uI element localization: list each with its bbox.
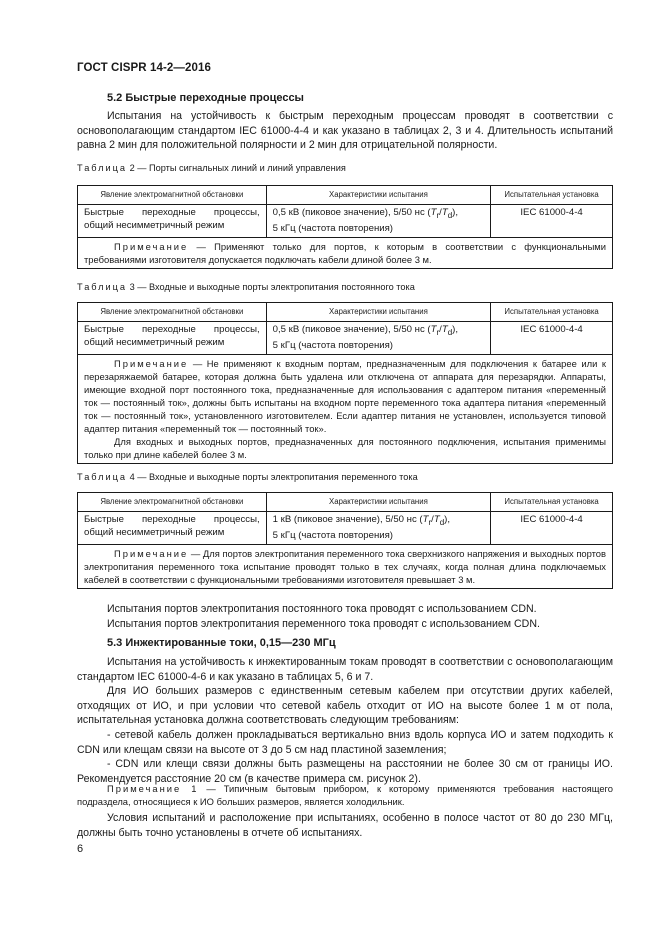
table-title: — Входные и выходные порты электропитания постоянного тока [137,282,415,292]
phenomenon-cell: Быстрые переходные процессы, общий несимметричный режим [78,512,267,545]
table-row [78,205,613,238]
section-5-3-title: 5.3 Инжектированные токи, 0,15—230 МГц [107,637,336,649]
table-number: 3 [129,282,135,292]
paragraph: Испытания на устойчивость к быстрым переходным процессам проводят в соответствии с основополагающим стандартом IEC 61000-4-4 и как указано в таблицах 2, 3 и 4. Длительность испытаний равна 2 мин для положительной полярности и 2 мин для отрицательной полярности. [77,110,613,152]
table-number: 4 [129,472,135,482]
table-note-row [78,545,613,589]
col-header-setup: Испытательная установка [491,186,613,205]
table-word: Таблица [77,163,128,173]
col-header-setup: Испытательная установка [491,303,613,322]
phenomenon-cell: Быстрые переходные процессы, общий несимметричный режим [78,205,267,238]
paragraph: Испытания портов электропитания постоянного тока проводят с использованием CDN. [107,603,537,615]
paragraph: - сетевой кабель должен прокладываться вертикально вниз вдоль корпуса ИО и затем подходить к CDN или клещам связи на высоте от 3 до 5 см над пластиной заземления; [77,728,613,756]
characteristics-cell: 1 кВ (пиковое значение), 5/50 нс $(T_r/T_d)$, 5 кГц (частота повторения) [266,512,490,545]
characteristics-cell: 0,5 кВ (пиковое значение), 5/50 нс $(T_r/T_d)$, 5 кГц (частота повторения) [266,322,490,355]
table-title: — Входные и выходные порты электропитания переменного тока [137,472,418,482]
col-header-characteristics: Характеристики испытания [266,303,490,322]
table-3 [77,302,613,464]
phenomenon-cell: Быстрые переходные процессы, общий несимметричный режим [78,322,267,355]
page-number: 6 [77,843,84,855]
table-note-row [78,355,613,464]
table-note-row [78,238,613,269]
table-row [78,512,613,545]
paragraph: Условия испытаний и расположение при испытаниях, особенно в полосе частот от 80 до 230 МГц, должны быть точно установлены в отчете об испытаниях. [77,812,613,839]
col-header-characteristics: Характеристики испытания [266,493,490,512]
table-header-row [78,493,613,512]
col-header-setup: Испытательная установка [491,493,613,512]
section-5-2-text [77,109,613,153]
table-2 [77,185,613,269]
characteristics-cell: 0,5 кВ (пиковое значение), 5/50 нс $(T_r/T_d)$, 5 кГц (частота повторения) [266,205,490,238]
table-2-caption [77,163,346,173]
table-word: Таблица [77,282,128,292]
col-header-characteristics: Характеристики испытания [266,186,490,205]
table-note: Примечание — Для портов электропитания переменного тока сверхнизкого напряжения и выходных портов электропитания переменного тока испытание проводят только в тех случаях, когда полная длина подключаемых кабелей в соответствии с функциональными требованиями изготовителя превышает 3 м. [78,545,613,589]
paragraph: Испытания на устойчивость к инжектированным токам проводят в соответствии с основополагающим стандартом IEC 61000-4-6 и как указано в таблицах 5, 6 и 7. [77,656,613,683]
setup-cell: IEC 61000-4-4 [491,205,613,238]
table-note: Примечание — Применяют только для портов, к которым в соответствии с функциональными требованиями изготовителя допускается подключать кабели длиной более 3 м. [78,238,613,269]
section-5-3-note: Примечание 1 — Типичным бытовым прибором, к которому применяются требования настоящего подраздела, относящиеся к ИО больших размеров, является холодильник. [77,783,613,808]
setup-cell: IEC 61000-4-4 [491,512,613,545]
table-note: Примечание — Не применяют к входным портам, предназначенным для подключения к батарее или к перезаряжаемой батарее, которая должна быть удалена или отключена от аппарата для перезарядки. Аппараты, имеющие входной порт постоянного тока, предназначенные для использования с адаптером питания «переменный ток — постоянный ток», должны быть испытаны на входном порте переменного тока адаптера питания «переменный ток — постоянный ток», установленного изготовителем. Если адаптер питания не установлен, используется типовой адаптер питания «переменный ток — постоянный ток». Для входных и выходных портов, предназначенных для постоянного подключения, испытания применимы только при длине кабелей более 3 м. [78,355,613,464]
setup-cell: IEC 61000-4-4 [491,322,613,355]
table-header-row [78,303,613,322]
col-header-phenomenon: Явление электромагнитной обстановки [78,186,267,205]
section-5-3-final [77,811,613,840]
table-3-caption [77,282,415,292]
section-5-2-title: 5.2 Быстрые переходные процессы [107,92,304,104]
paragraph: Для ИО больших размеров с единственным сетевым кабелем при отсутствии других кабелей, отходящих от ИО, и при условии что сетевой кабель отходит от ИО на высоте более 1 м от пола, испытательная установка должна соответствовать следующим требованиям: [77,685,613,727]
table-title: — Порты сигнальных линий и линий управления [137,163,346,173]
section-5-3-text [77,655,613,786]
table-header-row [78,186,613,205]
cdn-paragraphs [77,602,613,631]
document-header: ГОСТ CISPR 14-2—2016 [77,62,211,74]
col-header-phenomenon: Явление электромагнитной обстановки [78,493,267,512]
table-4-caption [77,472,418,482]
table-number: 2 [129,163,135,173]
paragraph: - CDN или клещи связи должны быть размещены на расстоянии не более 30 см от границы ИО. Рекомендуется расстояние 20 см (в качестве примера см. рисунок 2). [77,758,613,785]
table-4 [77,492,613,589]
paragraph: Испытания портов электропитания переменного тока проводят с использованием CDN. [107,617,540,630]
col-header-phenomenon: Явление электромагнитной обстановки [78,303,267,322]
table-word: Таблица [77,472,128,482]
table-row [78,322,613,355]
